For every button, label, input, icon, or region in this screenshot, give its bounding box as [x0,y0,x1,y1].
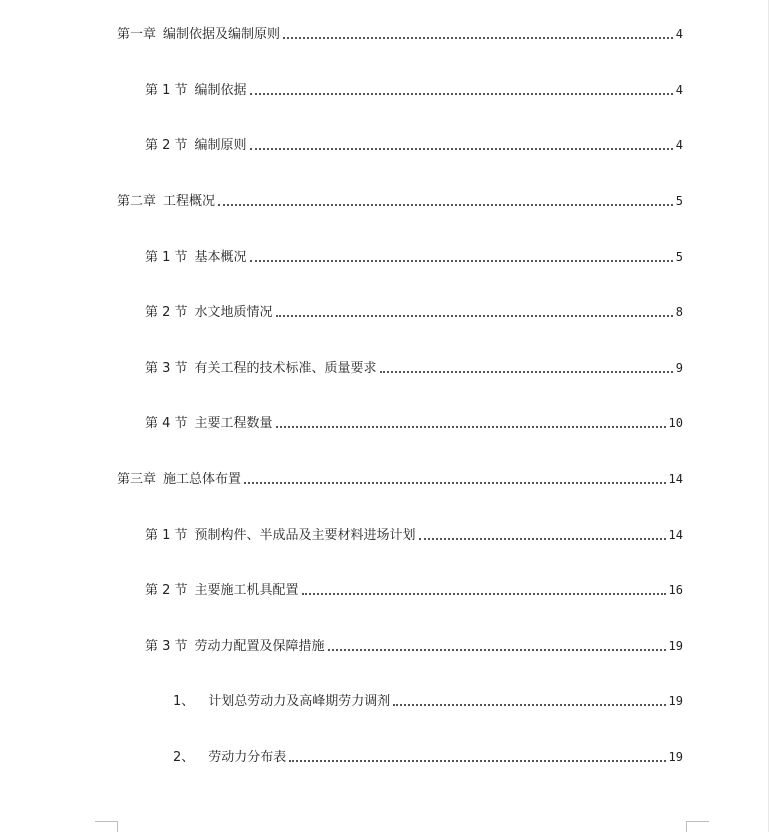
toc-entry-title: 预制构件、半成品及主要材料进场计划 [194,528,416,543]
toc-entry-title: 劳动力配置及保障措施 [194,639,325,654]
toc-entry-section[interactable] [145,247,683,267]
toc-page-number: 4 [675,27,683,41]
toc-entry-title: 编制原则 [194,138,247,153]
toc-entry-number: 第 2 节 [145,305,188,320]
toc-entry-title: 施工总体布置 [163,472,242,487]
toc-dot-leader [302,593,666,595]
toc-entry-title: 主要施工机具配置 [194,583,299,598]
toc-entry-subitem[interactable] [173,691,683,711]
toc-page-number: 14 [668,528,683,542]
toc-entry-number: 第 1 节 [145,528,188,543]
toc-dot-leader [276,426,666,428]
toc-dot-leader [276,315,673,317]
toc-page-number: 14 [668,472,683,486]
toc-entry-number: 第 4 节 [145,416,188,431]
toc-entry-section[interactable] [145,80,683,100]
toc-entry-title: 工程概况 [163,194,216,209]
toc-dot-leader [250,148,673,150]
toc-entry-section[interactable] [145,580,683,600]
toc-page-number: 4 [675,138,683,152]
toc-dot-leader [250,93,673,95]
toc-page-number: 19 [668,639,683,653]
toc-entry-subitem[interactable] [173,747,683,767]
toc-entry-title: 编制依据及编制原则 [163,27,281,42]
toc-entry-section[interactable] [145,358,683,378]
toc-entry-title: 基本概况 [194,250,247,265]
toc-page-number: 5 [675,194,683,208]
toc-entry-section[interactable] [145,302,683,322]
toc-page-number: 9 [675,361,683,375]
toc-page-number: 8 [675,305,683,319]
toc-entry-title: 劳动力分布表 [208,750,287,765]
toc-entry-title: 有关工程的技术标准、质量要求 [194,361,377,376]
toc-dot-leader [328,649,666,651]
toc-dot-leader [380,371,673,373]
toc-entry-title: 计划总劳动力及高峰期劳力调剂 [208,694,391,709]
toc-dot-leader [218,204,673,206]
toc-entry-chapter-3[interactable] [117,469,683,489]
toc-dot-leader [393,704,665,706]
toc-entry-section[interactable] [145,525,683,545]
toc-entry-number: 第二章 [117,194,157,209]
toc-dot-leader [283,37,673,39]
toc-dot-leader [250,260,673,262]
toc-entry-title: 编制依据 [194,83,247,98]
toc-entry-number: 第 3 节 [145,361,188,376]
toc-entry-number: 第 3 节 [145,639,188,654]
toc-page-number: 5 [675,250,683,264]
toc-entry-chapter-1[interactable] [117,24,683,44]
toc-entry-number: 2、 [173,750,195,765]
page-corner-mark-right [686,821,709,832]
toc-entry-number: 第 1 节 [145,250,188,265]
toc-entry-number: 1、 [173,694,195,709]
toc-entry-chapter-2[interactable] [117,191,683,211]
toc-page-number: 16 [668,583,683,597]
toc-page-number: 19 [668,694,683,708]
toc-page-number: 10 [668,416,683,430]
page-corner-mark-left [95,821,118,832]
toc-entry-number: 第 2 节 [145,138,188,153]
toc-entry-section[interactable] [145,413,683,433]
toc-entry-number: 第 2 节 [145,583,188,598]
toc-page-number: 4 [675,83,683,97]
toc-entry-title: 主要工程数量 [194,416,273,431]
toc-entry-title: 水文地质情况 [194,305,273,320]
toc-entry-number: 第一章 [117,27,157,42]
toc-dot-leader [419,538,666,540]
toc-dot-leader [244,482,666,484]
toc-entry-section[interactable] [145,636,683,656]
toc-entry-section[interactable] [145,135,683,155]
toc-entry-number: 第 1 节 [145,83,188,98]
toc-dot-leader [289,760,665,762]
toc-entry-number: 第三章 [117,472,157,487]
toc-page-number: 19 [668,750,683,764]
